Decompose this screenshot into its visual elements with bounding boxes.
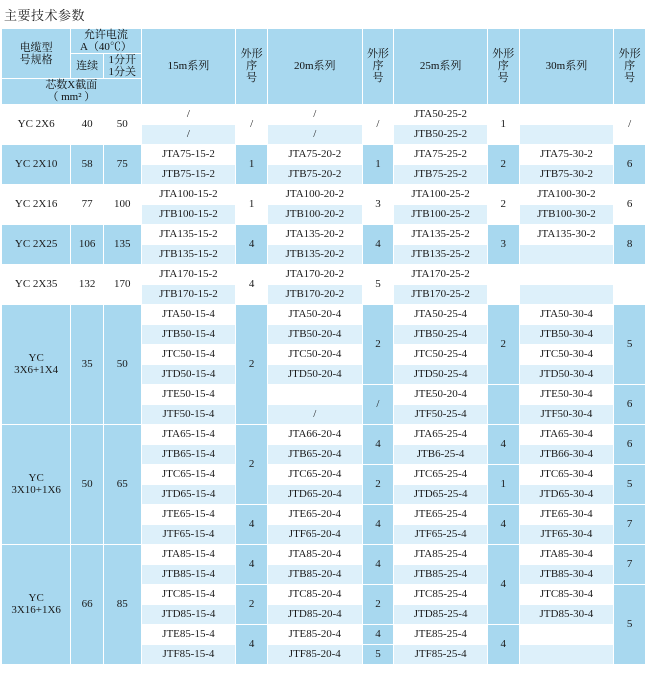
page-title: 主要技术参数 [4, 8, 86, 23]
cell-20m: JTD65-20-4 [267, 484, 362, 504]
cell-25m: JTA135-25-2 [394, 224, 488, 244]
cell-30m: JTD65-30-4 [519, 484, 614, 504]
cell-shape-30m: 5 [614, 584, 646, 664]
cell-20m: JTB50-20-4 [267, 324, 362, 344]
cell-25m: JTA65-25-4 [394, 424, 488, 444]
cell-shape-25m: 3 [487, 224, 519, 264]
cell-20m: JTA170-20-2 [267, 264, 362, 284]
cell-15m: JTD65-15-4 [141, 484, 236, 504]
cell-shape-20m: 4 [362, 544, 394, 584]
cell-shape-30m: 7 [614, 544, 646, 584]
cell-30m [519, 104, 614, 124]
cell-25m: JTB6-25-4 [394, 444, 488, 464]
cell-30m: JTE50-30-4 [519, 384, 614, 404]
cell-20m: JTC85-20-4 [267, 584, 362, 604]
cell-30m: JTC50-30-4 [519, 344, 614, 364]
cell-continuous: 40 [71, 104, 104, 144]
table-body [2, 29, 646, 665]
cell-30m [519, 284, 614, 304]
cell-shape-15m: 4 [236, 544, 268, 584]
cell-30m [519, 124, 614, 144]
cell-30m: JTB50-30-4 [519, 324, 614, 344]
cell-shape-30m: 5 [614, 464, 646, 504]
cell-shape-25m: 2 [487, 304, 519, 384]
cell-shape-20m: 2 [362, 304, 394, 384]
cell-shape-25m: 1 [487, 464, 519, 504]
cell-25m: JTD65-25-4 [394, 484, 488, 504]
cell-20m: JTE85-20-4 [267, 624, 362, 644]
cell-shape-25m: 2 [487, 144, 519, 184]
cell-20m: JTA75-20-2 [267, 144, 362, 164]
header-20m: 20m系列 [267, 29, 362, 105]
cell-shape-20m: 5 [362, 264, 394, 304]
cell-30m [519, 244, 614, 264]
cell-20m: JTD85-20-4 [267, 604, 362, 624]
cell-shape-20m: 4 [362, 424, 394, 464]
cell-15m: JTB50-15-4 [141, 324, 236, 344]
cell-20m: / [267, 104, 362, 124]
cell-25m: JTB170-25-2 [394, 284, 488, 304]
cell-shape-15m: 4 [236, 264, 268, 304]
cell-30m: JTB100-30-2 [519, 204, 614, 224]
cell-25m: JTE85-25-4 [394, 624, 488, 644]
cell-15m: JTD85-15-4 [141, 604, 236, 624]
cell-25m: JTC85-25-4 [394, 584, 488, 604]
cell-shape-25m: 1 [487, 104, 519, 144]
cell-30m: JTE65-30-4 [519, 504, 614, 524]
cell-duty: 170 [103, 264, 141, 304]
cell-shape-25m [487, 384, 519, 424]
cell-15m: JTC65-15-4 [141, 464, 236, 484]
cell-shape-30m: 5 [614, 304, 646, 384]
cell-30m: JTF50-30-4 [519, 404, 614, 424]
cell-25m: JTB50-25-2 [394, 124, 488, 144]
header-current: 允许电流 A（40℃） [71, 29, 141, 54]
cell-continuous: 77 [71, 184, 104, 224]
cell-shape-20m: 2 [362, 584, 394, 624]
cell-20m: JTA50-20-4 [267, 304, 362, 324]
cell-shape-30m: 6 [614, 424, 646, 464]
cell-30m: JTD85-30-4 [519, 604, 614, 624]
cell-20m: JTE65-20-4 [267, 504, 362, 524]
cell-15m: JTA75-15-2 [141, 144, 236, 164]
cell-shape-15m: / [236, 104, 268, 144]
header-continuous: 连续 [71, 54, 104, 79]
cell-25m: JTA170-25-2 [394, 264, 488, 284]
cell-25m: JTF65-25-4 [394, 524, 488, 544]
cell-15m: / [141, 104, 236, 124]
cell-shape-15m: 1 [236, 184, 268, 224]
header-shape-15m: 外形序 号 [236, 29, 268, 105]
cell-shape-20m: / [362, 384, 394, 424]
cell-shape-15m: 2 [236, 424, 268, 504]
cell-30m: JTF65-30-4 [519, 524, 614, 544]
cell-20m: JTC65-20-4 [267, 464, 362, 484]
cell-15m: JTB135-15-2 [141, 244, 236, 264]
cell-15m: JTA135-15-2 [141, 224, 236, 244]
cell-30m: JTA135-30-2 [519, 224, 614, 244]
cell-shape-25m: 4 [487, 544, 519, 624]
cell-shape-20m: 1 [362, 144, 394, 184]
cell-shape-15m: 2 [236, 584, 268, 624]
cell-20m: JTF85-20-4 [267, 644, 362, 664]
cell-30m: JTB75-30-2 [519, 164, 614, 184]
spec-table [1, 28, 646, 665]
table-row [2, 224, 646, 244]
cell-25m: JTB100-25-2 [394, 204, 488, 224]
cell-duty: 85 [103, 544, 141, 664]
table-row [2, 264, 646, 284]
cell-duty: 50 [103, 304, 141, 424]
cell-20m: / [267, 124, 362, 144]
cell-15m: JTC85-15-4 [141, 584, 236, 604]
cell-20m: JTB85-20-4 [267, 564, 362, 584]
table-row [2, 304, 646, 324]
header-30m: 30m系列 [519, 29, 614, 105]
cell-15m: / [141, 124, 236, 144]
cell-15m: JTA170-15-2 [141, 264, 236, 284]
header-row [2, 29, 646, 54]
cell-duty: 135 [103, 224, 141, 264]
cell-20m: JTB170-20-2 [267, 284, 362, 304]
cell-15m: JTA50-15-4 [141, 304, 236, 324]
table-row [2, 184, 646, 204]
cell-20m: JTA135-20-2 [267, 224, 362, 244]
cell-shape-20m: / [362, 104, 394, 144]
cell-20m: JTB75-20-2 [267, 164, 362, 184]
cell-20m: JTB135-20-2 [267, 244, 362, 264]
cell-duty: 75 [103, 144, 141, 184]
cell-20m: JTD50-20-4 [267, 364, 362, 384]
cell-20m: JTC50-20-4 [267, 344, 362, 364]
cell-25m: JTA50-25-4 [394, 304, 488, 324]
cell-shape-25m: 2 [487, 184, 519, 224]
table-row [2, 424, 646, 444]
cell-25m: JTB75-25-2 [394, 164, 488, 184]
table-row [2, 144, 646, 164]
cell-15m: JTB65-15-4 [141, 444, 236, 464]
cell-25m: JTA100-25-2 [394, 184, 488, 204]
cell-model: YC 2X10 [2, 144, 71, 184]
cell-30m: JTB85-30-4 [519, 564, 614, 584]
cell-15m: JTF85-15-4 [141, 644, 236, 664]
cell-shape-20m: 4 [362, 224, 394, 264]
cell-25m: JTA50-25-2 [394, 104, 488, 124]
cell-shape-15m: 4 [236, 624, 268, 664]
cell-shape-25m: 4 [487, 504, 519, 544]
cell-model: YC 2X6 [2, 104, 71, 144]
cell-20m: JTB100-20-2 [267, 204, 362, 224]
cell-model: YC 3X16+1X6 [2, 544, 71, 664]
cell-20m: JTB65-20-4 [267, 444, 362, 464]
header-shape-30m: 外形序 号 [614, 29, 646, 105]
cell-shape-30m: 8 [614, 224, 646, 264]
cell-shape-15m: 4 [236, 504, 268, 544]
cell-shape-15m: 1 [236, 144, 268, 184]
cell-20m: JTA85-20-4 [267, 544, 362, 564]
header-shape-25m: 外形序 号 [487, 29, 519, 105]
cell-30m: JTB66-30-4 [519, 444, 614, 464]
cell-15m: JTA85-15-4 [141, 544, 236, 564]
cell-20m [267, 384, 362, 404]
cell-shape-20m: 4 [362, 624, 394, 644]
cell-20m: JTF65-20-4 [267, 524, 362, 544]
cell-25m: JTE65-25-4 [394, 504, 488, 524]
cell-continuous: 50 [71, 424, 104, 544]
cell-30m [519, 624, 614, 644]
cell-30m: JTA100-30-2 [519, 184, 614, 204]
cell-model: YC 2X16 [2, 184, 71, 224]
header-25m: 25m系列 [394, 29, 488, 105]
cell-15m: JTB170-15-2 [141, 284, 236, 304]
cell-continuous: 35 [71, 304, 104, 424]
cell-duty: 65 [103, 424, 141, 544]
cell-25m: JTD50-25-4 [394, 364, 488, 384]
cell-model: YC 2X25 [2, 224, 71, 264]
cell-shape-30m: 6 [614, 184, 646, 224]
cell-30m: JTD50-30-4 [519, 364, 614, 384]
cell-25m: JTC65-25-4 [394, 464, 488, 484]
cell-20m: JTA66-20-4 [267, 424, 362, 444]
cell-shape-30m: / [614, 104, 646, 144]
cell-25m: JTE50-20-4 [394, 384, 488, 404]
cell-15m: JTF50-15-4 [141, 404, 236, 424]
cell-15m: JTD50-15-4 [141, 364, 236, 384]
cell-25m: JTB135-25-2 [394, 244, 488, 264]
cell-20m: / [267, 404, 362, 424]
cell-25m: JTA85-25-4 [394, 544, 488, 564]
cell-continuous: 66 [71, 544, 104, 664]
cell-30m: JTA65-30-4 [519, 424, 614, 444]
cell-30m: JTA85-30-4 [519, 544, 614, 564]
cell-shape-25m: 4 [487, 424, 519, 464]
cell-duty: 100 [103, 184, 141, 224]
cell-shape-30m: 6 [614, 384, 646, 424]
cell-15m: JTA65-15-4 [141, 424, 236, 444]
cell-shape-15m: 2 [236, 304, 268, 424]
cell-shape-20m: 3 [362, 184, 394, 224]
cell-25m: JTF50-25-4 [394, 404, 488, 424]
cell-continuous: 106 [71, 224, 104, 264]
cell-shape-30m: 7 [614, 504, 646, 544]
cell-30m: JTA50-30-4 [519, 304, 614, 324]
cell-25m: JTA75-25-2 [394, 144, 488, 164]
cell-25m: JTF85-25-4 [394, 644, 488, 664]
cell-shape-20m: 5 [362, 644, 394, 664]
cell-shape-20m: 2 [362, 464, 394, 504]
cell-shape-25m [487, 264, 519, 304]
cell-20m: JTA100-20-2 [267, 184, 362, 204]
table-row [2, 104, 646, 124]
cell-15m: JTE65-15-4 [141, 504, 236, 524]
header-core-section: 芯数X截面 （ mm² ） [2, 79, 142, 104]
cell-shape-15m: 4 [236, 224, 268, 264]
cell-model: YC 3X6+1X4 [2, 304, 71, 424]
cell-continuous: 132 [71, 264, 104, 304]
cell-15m: JTA100-15-2 [141, 184, 236, 204]
header-duty: 1分开 1分关 [103, 54, 141, 79]
header-model: 电缆型 号规格 [2, 29, 71, 79]
cell-shape-30m [614, 264, 646, 304]
cell-15m: JTF65-15-4 [141, 524, 236, 544]
cell-15m: JTB85-15-4 [141, 564, 236, 584]
cell-30m [519, 644, 614, 664]
header-shape-20m: 外形序 号 [362, 29, 394, 105]
cell-shape-25m: 4 [487, 624, 519, 664]
cell-shape-20m: 4 [362, 504, 394, 544]
cell-30m: JTC65-30-4 [519, 464, 614, 484]
cell-15m: JTB100-15-2 [141, 204, 236, 224]
cell-15m: JTE85-15-4 [141, 624, 236, 644]
cell-30m: JTC85-30-4 [519, 584, 614, 604]
cell-25m: JTC50-25-4 [394, 344, 488, 364]
cell-25m: JTD85-25-4 [394, 604, 488, 624]
cell-model: YC 3X10+1X6 [2, 424, 71, 544]
table-row [2, 544, 646, 564]
cell-30m [519, 264, 614, 284]
cell-model: YC 2X35 [2, 264, 71, 304]
cell-30m: JTA75-30-2 [519, 144, 614, 164]
cell-25m: JTB85-25-4 [394, 564, 488, 584]
header-15m: 15m系列 [141, 29, 236, 105]
cell-continuous: 58 [71, 144, 104, 184]
cell-15m: JTE50-15-4 [141, 384, 236, 404]
cell-shape-30m: 6 [614, 144, 646, 184]
cell-25m: JTB50-25-4 [394, 324, 488, 344]
cell-duty: 50 [103, 104, 141, 144]
cell-15m: JTB75-15-2 [141, 164, 236, 184]
cell-15m: JTC50-15-4 [141, 344, 236, 364]
